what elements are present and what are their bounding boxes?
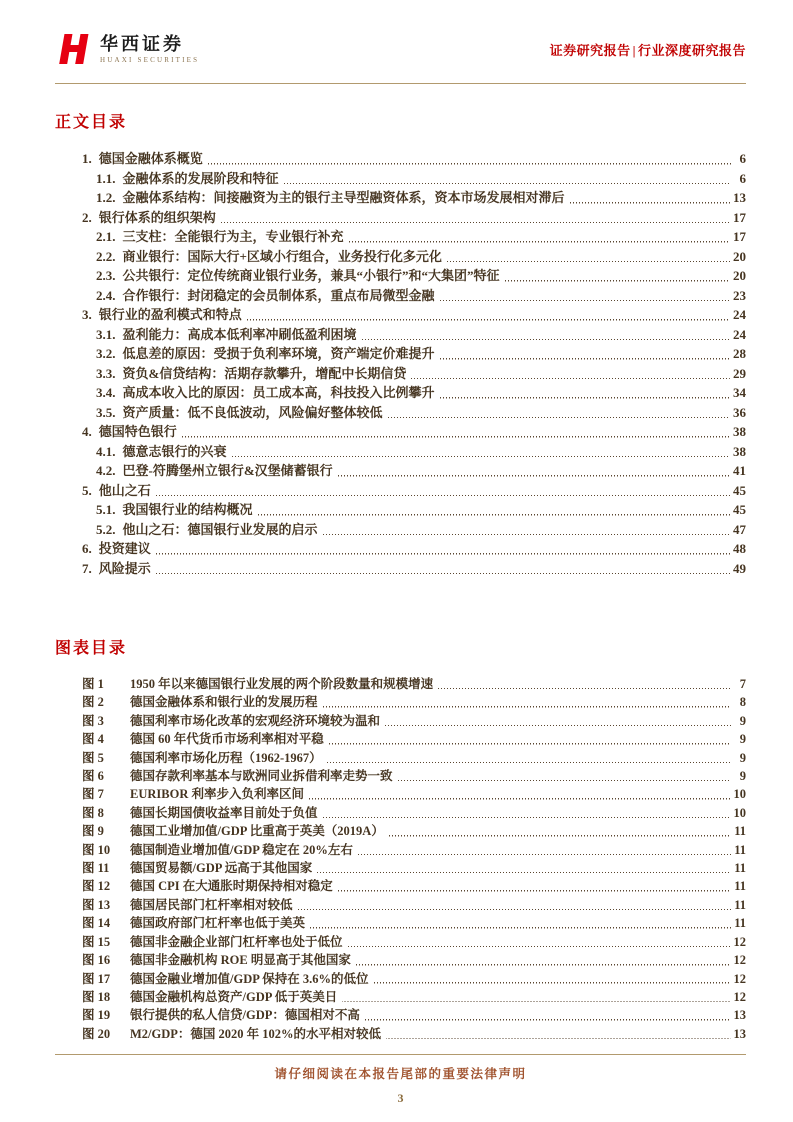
- toc-entry-page: 20: [733, 248, 746, 264]
- toc-entry-page: 38: [733, 424, 746, 439]
- figure-entry[interactable]: [55, 693, 746, 711]
- figure-entry[interactable]: [55, 877, 746, 895]
- dot-leader: [156, 572, 730, 574]
- toc-entry-page: 36: [733, 404, 746, 420]
- toc-entry-title: 公共银行：定位传统商业银行业务，兼具“小银行”和“大集团”特征: [122, 268, 500, 283]
- dot-leader: [398, 779, 731, 781]
- toc-entry-title: 投资建议: [98, 541, 151, 556]
- footer-disclaimer: 请仔细阅读在本报告尾部的重要法律声明: [274, 1067, 527, 1081]
- figure-entry-number: 图 15: [82, 934, 111, 949]
- toc-entry-title: 德意志银行的兴衰: [122, 443, 227, 459]
- dot-leader: [309, 798, 731, 800]
- figure-entry-page: 12: [733, 934, 746, 949]
- report-type-main: 证券研究报告: [549, 42, 631, 58]
- toc-entry-number: 2.1.: [96, 229, 116, 244]
- figure-entry[interactable]: [55, 712, 746, 730]
- dot-leader: [389, 835, 731, 837]
- dot-leader: [338, 475, 730, 477]
- figure-entry-title: 德国制造业增加值/GDP 稳定在 20%左右: [130, 842, 353, 857]
- figure-entry[interactable]: [55, 785, 746, 803]
- brand-name-cn: 华西证券: [100, 33, 184, 54]
- figure-entry[interactable]: [55, 841, 746, 859]
- toc-entry-number: 3.3.: [96, 365, 116, 381]
- toc-entry[interactable]: [55, 559, 746, 579]
- toc-entry[interactable]: [55, 266, 746, 286]
- figure-entry[interactable]: [55, 914, 746, 932]
- figure-entry-page: 12: [733, 971, 746, 986]
- figure-entry-number: 图 4: [82, 732, 104, 747]
- dot-leader: [258, 514, 730, 516]
- figure-entry-title: 德国金融业增加值/GDP 保持在 3.6%的低位: [130, 971, 369, 986]
- figure-entry[interactable]: [55, 767, 746, 785]
- report-footer: [55, 1054, 746, 1106]
- dot-leader: [182, 436, 730, 438]
- toc-list: [55, 149, 746, 578]
- toc-entry-title: 金融体系结构：间接融资为主的银行主导型融资体系，资本市场发展相对滞后: [122, 190, 565, 205]
- figure-entry[interactable]: [55, 730, 746, 748]
- toc-entry-number: 5.: [82, 482, 92, 498]
- figure-entry-title: 德国工业增加值/GDP 比重高于英美（2019A）: [130, 824, 384, 839]
- toc-entry-number: 3.: [82, 307, 92, 322]
- toc-entry-page: 34: [733, 385, 746, 400]
- dot-leader: [386, 1037, 730, 1039]
- figure-entry-page: 9: [739, 750, 746, 765]
- footer-divider: [55, 1054, 746, 1055]
- figure-entry-title: 银行提供的私人信贷/GDP：德国相对不高: [130, 1008, 360, 1023]
- toc-entry-number: 3.2.: [96, 346, 116, 361]
- dot-leader: [342, 1000, 730, 1002]
- toc-entry[interactable]: [55, 383, 746, 403]
- toc-entry-page: 20: [733, 268, 746, 283]
- toc-entry[interactable]: [55, 481, 746, 501]
- huaxi-logo-icon: [55, 31, 91, 67]
- toc-entry-title: 风险提示: [98, 560, 151, 576]
- toc-entry-page: 41: [733, 463, 746, 478]
- figure-entry[interactable]: [55, 896, 746, 914]
- figure-entry-page: 9: [739, 713, 746, 728]
- figure-entry-title: 德国政府部门杠杆率也低于美英: [130, 916, 306, 931]
- toc-entry-page: 47: [733, 521, 746, 537]
- toc-entry-number: 5.1.: [96, 502, 116, 517]
- toc-entry-title: 他山之石：德国银行业发展的启示: [122, 521, 318, 537]
- toc-entry-page: 28: [733, 346, 746, 361]
- dot-leader: [221, 221, 730, 223]
- toc-entry[interactable]: [55, 247, 746, 267]
- dot-leader: [156, 494, 730, 496]
- toc-entry[interactable]: [55, 169, 746, 189]
- figure-entry-number: 图 9: [82, 824, 104, 839]
- toc-entry[interactable]: [55, 422, 746, 442]
- dot-leader: [438, 687, 731, 689]
- toc-entry[interactable]: [55, 227, 746, 247]
- figure-entry[interactable]: [55, 933, 746, 951]
- toc-entry-page: 6: [739, 170, 746, 186]
- toc-entry-number: 2.: [82, 209, 92, 225]
- toc-entry[interactable]: [55, 403, 746, 423]
- toc-entry[interactable]: [55, 188, 746, 208]
- figure-entry-number: 图 2: [82, 695, 104, 710]
- toc-entry-title: 巴登-符腾堡州立银行&汉堡储蓄银行: [122, 463, 333, 478]
- toc-entry-title: 资负&信贷结构：活期存款攀升，增配中长期信贷: [122, 365, 407, 381]
- figure-entry-page: 11: [734, 824, 746, 839]
- toc-entry-page: 45: [733, 482, 746, 498]
- dot-leader: [362, 338, 730, 340]
- dot-leader: [323, 816, 731, 818]
- toc-entry-title: 德国金融体系概览: [98, 151, 203, 166]
- toc-entry-page: 38: [733, 443, 746, 459]
- figure-entry-number: 图 11: [82, 861, 110, 876]
- report-type-separator: |: [632, 42, 636, 58]
- figure-list: [55, 675, 746, 1043]
- figure-entry-page: 10: [733, 787, 746, 802]
- figure-entry-page: 13: [733, 1008, 746, 1023]
- figure-entry-page: 8: [739, 695, 746, 710]
- figure-entry-number: 图 6: [82, 769, 104, 784]
- toc-entry-title: 低息差的原因：受损于负利率环境，资产端定价难提升: [122, 346, 435, 361]
- dot-leader: [323, 706, 731, 708]
- figures-title: 图表目录: [55, 640, 128, 657]
- figure-entry-number: 图 14: [82, 916, 111, 931]
- figure-entry-number: 图 16: [82, 953, 111, 968]
- toc-entry[interactable]: [55, 539, 746, 559]
- figure-entry-number: 图 13: [82, 897, 111, 912]
- toc-entry-number: 3.4.: [96, 385, 116, 400]
- dot-leader: [156, 553, 730, 555]
- dot-leader: [329, 743, 731, 745]
- figure-entry-page: 7: [739, 677, 746, 691]
- toc-entry[interactable]: [55, 208, 746, 228]
- figure-entry[interactable]: [55, 1006, 746, 1024]
- figure-entry-number: 图 18: [82, 989, 111, 1004]
- toc-entry-page: 48: [733, 541, 746, 556]
- toc-entry-page: 13: [733, 190, 746, 205]
- figure-entry[interactable]: [55, 970, 746, 988]
- dot-leader: [374, 982, 731, 984]
- figure-entry-page: 11: [734, 879, 746, 894]
- figure-entry-title: 德国非金融企业部门杠杆率也处于低位: [130, 934, 343, 949]
- toc-entry-title: 金融体系的发展阶段和特征: [122, 170, 279, 186]
- toc-entry-title: 他山之石: [98, 482, 151, 498]
- dot-leader: [447, 260, 730, 262]
- toc-entry-number: 5.2.: [96, 521, 116, 537]
- dot-leader: [385, 724, 731, 726]
- figure-entry-number: 图 8: [82, 805, 104, 820]
- brand: [55, 31, 199, 67]
- toc-entry-number: 2.4.: [96, 287, 116, 303]
- figure-entry-number: 图 1: [82, 677, 104, 691]
- figure-entry-number: 图 7: [82, 787, 104, 802]
- figure-entry-title: 德国 60 年代货币市场利率相对平稳: [130, 732, 324, 747]
- toc-entry-page: 29: [733, 365, 746, 381]
- figure-entry-title: 德国居民部门杠杆率相对较低: [130, 897, 293, 912]
- figure-entry-number: 图 12: [82, 879, 111, 894]
- toc-entry[interactable]: [55, 305, 746, 325]
- figure-entry-page: 13: [733, 1026, 746, 1041]
- toc-entry-page: 6: [739, 151, 746, 166]
- toc-entry-number: 1.1.: [96, 170, 116, 186]
- figure-entry-number: 图 3: [82, 713, 104, 728]
- figure-entry[interactable]: [55, 1025, 746, 1043]
- toc-entry-number: 1.: [82, 151, 92, 166]
- dot-leader: [317, 871, 731, 873]
- toc-entry[interactable]: [55, 364, 746, 384]
- figure-entry[interactable]: [55, 822, 746, 840]
- toc-entry-page: 17: [733, 229, 746, 244]
- toc-entry[interactable]: [55, 286, 746, 306]
- toc-entry-page: 17: [733, 209, 746, 225]
- figure-entry-title: 德国金融机构总资产/GDP 低于英美日: [130, 989, 338, 1004]
- toc-entry-page: 24: [733, 326, 746, 342]
- brand-name-en: HUAXI SECURITIES: [100, 56, 200, 65]
- toc-entry-page: 49: [733, 560, 746, 576]
- toc-entry-page: 45: [733, 502, 746, 517]
- dot-leader: [388, 416, 730, 418]
- figure-entry[interactable]: [55, 749, 746, 767]
- dot-leader: [323, 533, 730, 535]
- figure-entry-title: EURIBOR 利率步入负利率区间: [130, 787, 304, 802]
- dot-leader: [356, 964, 731, 966]
- toc-entry-page: 23: [733, 287, 746, 303]
- figure-entry-page: 11: [734, 897, 746, 912]
- dot-leader: [232, 455, 730, 457]
- figure-entry-page: 9: [739, 769, 746, 784]
- figure-entry-title: 1950 年以来德国银行业发展的两个阶段数量和规模增速: [130, 677, 434, 691]
- report-type-label: [550, 40, 746, 59]
- dot-leader: [358, 853, 731, 855]
- figure-entry-number: 图 20: [82, 1026, 111, 1041]
- dot-leader: [338, 890, 731, 892]
- toc-entry[interactable]: [55, 149, 746, 169]
- toc-entry-number: 3.5.: [96, 404, 116, 420]
- figure-entry-page: 12: [733, 953, 746, 968]
- brand-text: [100, 34, 199, 65]
- figure-entry-title: 德国利率市场化历程（1962-1967）: [130, 750, 322, 765]
- toc-entry-number: 7.: [82, 560, 92, 576]
- toc-entry-number: 3.1.: [96, 326, 116, 342]
- dot-leader: [284, 182, 731, 184]
- toc-entry-title: 德国特色银行: [98, 424, 177, 439]
- figure-entry-number: 图 19: [82, 1008, 111, 1023]
- dot-leader: [440, 397, 730, 399]
- toc-entry[interactable]: [55, 344, 746, 364]
- toc-entry[interactable]: [55, 461, 746, 481]
- dot-leader: [208, 163, 731, 165]
- report-header: [55, 26, 746, 72]
- toc-entry-title: 资产质量：低不良低波动，风险偏好整体较低: [122, 404, 383, 420]
- toc-entry[interactable]: [55, 442, 746, 462]
- figure-entry-title: 德国长期国债收益率目前处于负值: [130, 805, 318, 820]
- figure-entry[interactable]: [55, 859, 746, 877]
- dot-leader: [440, 299, 730, 301]
- toc-entry-number: 4.1.: [96, 443, 116, 459]
- toc-entry-title: 三支柱：全能银行为主，专业银行补充: [122, 229, 344, 244]
- figure-entry-page: 12: [733, 989, 746, 1004]
- figure-entry-title: 德国金融体系和银行业的发展历程: [130, 695, 318, 710]
- toc-entry-title: 合作银行：封闭稳定的会员制体系，重点布局微型金融: [122, 287, 435, 303]
- figure-entry-title: 德国存款利率基本与欧洲同业拆借利率走势一致: [130, 769, 393, 784]
- toc-entry-title: 商业银行：国际大行+区域小行组合，业务投行化多元化: [122, 248, 442, 264]
- dot-leader: [247, 319, 730, 321]
- figure-entry-title: M2/GDP：德国 2020 年 102%的水平相对较低: [130, 1026, 382, 1041]
- dot-leader: [570, 202, 730, 204]
- figure-entry-title: 德国利率市场化改革的宏观经济环境较为温和: [130, 713, 381, 728]
- report-type-sub: 行业深度研究报告: [637, 42, 746, 58]
- toc-entry-page: 24: [733, 307, 746, 322]
- toc-entry-title: 盈利能力：高成本低利率冲刷低盈利困境: [122, 326, 357, 342]
- toc-entry-number: 2.3.: [96, 268, 116, 283]
- figure-entry-page: 9: [739, 732, 746, 747]
- dot-leader: [440, 358, 730, 360]
- dot-leader: [298, 908, 731, 910]
- toc-entry-title: 银行体系的组织架构: [98, 209, 216, 225]
- figure-entry-page: 11: [734, 842, 746, 857]
- figure-entry-page: 11: [734, 861, 746, 876]
- toc-entry-title: 银行业的盈利模式和特点: [98, 307, 242, 322]
- figure-entry-title: 德国 CPI 在大通胀时期保持相对稳定: [130, 879, 333, 894]
- dot-leader: [411, 377, 730, 379]
- toc-entry[interactable]: [55, 520, 746, 540]
- header-divider: [55, 83, 746, 84]
- figure-entry[interactable]: [55, 804, 746, 822]
- figure-entry-title: 德国贸易额/GDP 远高于其他国家: [130, 861, 313, 876]
- toc-entry-number: 1.2.: [96, 190, 116, 205]
- figure-entry-number: 图 5: [82, 750, 104, 765]
- toc-entry-title: 高成本收入比的原因：员工成本高，科技投入比例攀升: [122, 385, 435, 400]
- toc-entry-number: 6.: [82, 541, 92, 556]
- toc-entry-number: 2.2.: [96, 248, 116, 264]
- toc-entry[interactable]: [55, 325, 746, 345]
- dot-leader: [365, 1019, 731, 1021]
- dot-leader: [327, 761, 731, 763]
- toc-entry[interactable]: [55, 500, 746, 520]
- toc-title: 正文目录: [55, 114, 128, 131]
- figure-entry[interactable]: [55, 988, 746, 1006]
- toc-entry-title: 我国银行业的结构概况: [122, 502, 253, 517]
- figure-entry-page: 10: [733, 805, 746, 820]
- figure-entry[interactable]: [55, 675, 746, 693]
- dot-leader: [349, 241, 730, 243]
- dot-leader: [505, 280, 730, 282]
- figure-entry-title: 德国非金融机构 ROE 明显高于其他国家: [130, 953, 351, 968]
- toc-entry-number: 4.2.: [96, 463, 116, 478]
- figure-entry-number: 图 17: [82, 971, 111, 986]
- figure-entry-number: 图 10: [82, 842, 111, 857]
- dot-leader: [310, 927, 731, 929]
- figure-entry[interactable]: [55, 951, 746, 969]
- figure-entry-page: 11: [734, 916, 746, 931]
- toc-entry-number: 4.: [82, 424, 92, 439]
- page-number: 3: [397, 1091, 404, 1105]
- dot-leader: [348, 945, 731, 947]
